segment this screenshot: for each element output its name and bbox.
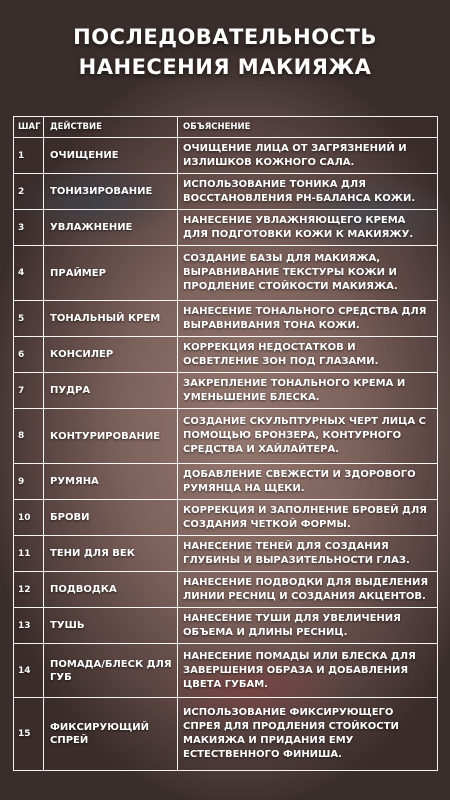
- step-cell: 8: [14, 409, 44, 463]
- table-row: [14, 500, 437, 536]
- explanation-cell: НАНЕСЕНИЕ ТЕНЕЙ ДЛЯ СОЗДАНИЯ ГЛУБИНЫ И ВЫРАЗИТЕЛЬНОСТИ ГЛАЗ.: [183, 540, 410, 566]
- table-row: [14, 301, 437, 337]
- page-title: [0, 22, 450, 82]
- step-cell: 6: [14, 337, 44, 372]
- action-cell: ТОНАЛЬНЫЙ КРЕМ: [44, 301, 178, 336]
- table-row: [14, 536, 437, 572]
- table-row: [14, 464, 437, 500]
- explanation-cell: НАНЕСЕНИЕ ПОМАДЫ ИЛИ БЛЕСКА ДЛЯ ЗАВЕРШЕНИЯ ОБРАЗА И ДОБАВЛЕНИЯ ЦВЕТА ГУБАМ.: [183, 650, 416, 690]
- step-cell: 4: [14, 246, 44, 300]
- explanation-cell: НАНЕСЕНИЕ ПОДВОДКИ ДЛЯ ВЫДЕЛЕНИЯ ЛИНИИ РЕСНИЦ И СОЗДАНИЯ АКЦЕНТОВ.: [183, 576, 429, 602]
- makeup-steps-table: [13, 116, 438, 771]
- title-line-1: ПОСЛЕДОВАТЕЛЬНОСТЬ: [73, 25, 377, 49]
- explanation-cell: СОЗДАНИЕ СКУЛЬПТУРНЫХ ЧЕРТ ЛИЦА С ПОМОЩЬЮ БРОНЗЕРА, КОНТУРНОГО СРЕДСТВА И ХАЙЛАЙТЕРА.: [183, 416, 426, 455]
- action-cell: ПУДРА: [44, 373, 178, 408]
- table-row: [14, 409, 437, 464]
- action-cell: БРОВИ: [44, 500, 178, 535]
- action-cell: ПОДВОДКА: [44, 572, 178, 607]
- table-row: [14, 246, 437, 301]
- action-cell: ПОМАДА/БЛЕСК ДЛЯ ГУБ: [44, 644, 178, 697]
- explanation-cell: ЗАКРЕПЛЕНИЕ ТОНАЛЬНОГО КРЕМА И УМЕНЬШЕНИЕ БЛЕСКА.: [183, 377, 406, 403]
- step-cell: 3: [14, 210, 44, 245]
- action-cell: ОЧИЩЕНИЕ: [44, 138, 178, 173]
- step-cell: 14: [14, 644, 44, 697]
- step-cell: 1: [14, 138, 44, 173]
- table-row: [14, 644, 437, 698]
- action-cell: КОНСИЛЕР: [44, 337, 178, 372]
- explanation-cell: НАНЕСЕНИЕ ТУШИ ДЛЯ УВЕЛИЧЕНИЯ ОБЪЕМА И ДЛИНЫ РЕСНИЦ.: [183, 612, 401, 638]
- explanation-cell: ОЧИЩЕНИЕ ЛИЦА ОТ ЗАГРЯЗНЕНИЙ И ИЗЛИШКОВ КОЖНОГО САЛА.: [183, 142, 407, 168]
- table-row: [14, 210, 437, 246]
- action-cell: ФИКСИРУЮЩИЙ СПРЕЙ: [44, 698, 178, 770]
- table-row: [14, 698, 437, 770]
- explanation-cell: НАНЕСЕНИЕ ТОНАЛЬНОГО СРЕДСТВА ДЛЯ ВЫРАВНИВАНИЯ ТОНА КОЖИ.: [183, 305, 427, 331]
- step-cell: 11: [14, 536, 44, 571]
- explanation-cell: КОРРЕКЦИЯ И ЗАПОЛНЕНИЕ БРОВЕЙ ДЛЯ СОЗДАНИЯ ЧЕТКОЙ ФОРМЫ.: [183, 504, 427, 530]
- action-cell: УВЛАЖНЕНИЕ: [44, 210, 178, 245]
- header-explanation: ОБЪЯСНЕНИЕ: [183, 122, 251, 132]
- title-line-2: НАНЕСЕНИЯ МАКИЯЖА: [78, 55, 372, 79]
- table-row: [14, 174, 437, 210]
- header-step: ШАГ: [14, 117, 44, 137]
- step-cell: 7: [14, 373, 44, 408]
- step-cell: 10: [14, 500, 44, 535]
- step-cell: 2: [14, 174, 44, 209]
- explanation-cell: ДОБАВЛЕНИЕ СВЕЖЕСТИ И ЗДОРОВОГО РУМЯНЦА НА ЩЕКИ.: [183, 468, 416, 494]
- action-cell: КОНТУРИРОВАНИЕ: [44, 409, 178, 463]
- header-action: ДЕЙСТВИЕ: [44, 117, 178, 137]
- action-cell: ТЕНИ ДЛЯ ВЕК: [44, 536, 178, 571]
- step-cell: 12: [14, 572, 44, 607]
- action-cell: ТУШЬ: [44, 608, 178, 643]
- table-row: [14, 608, 437, 644]
- table-header-row: [14, 117, 437, 138]
- step-cell: 9: [14, 464, 44, 499]
- action-cell: ПРАЙМЕР: [44, 246, 178, 300]
- table-row: [14, 373, 437, 409]
- step-cell: 13: [14, 608, 44, 643]
- step-cell: 5: [14, 301, 44, 336]
- table-row: [14, 572, 437, 608]
- explanation-cell: КОРРЕКЦИЯ НЕДОСТАТКОВ И ОСВЕТЛЕНИЕ ЗОН ПОД ГЛАЗАМИ.: [183, 341, 379, 367]
- table-row: [14, 138, 437, 174]
- action-cell: ТОНИЗИРОВАНИЕ: [44, 174, 178, 209]
- explanation-cell: СОЗДАНИЕ БАЗЫ ДЛЯ МАКИЯЖА, ВЫРАВНИВАНИЕ ТЕКСТУРЫ КОЖИ И ПРОДЛЕНИЕ СТОЙКОСТИ МАКИЯЖА.: [183, 253, 398, 292]
- table-row: [14, 337, 437, 373]
- explanation-cell: ИСПОЛЬЗОВАНИЕ ФИКСИРУЮЩЕГО СПРЕЯ ДЛЯ ПРОДЛЕНИЯ СТОЙКОСТИ МАКИЯЖА И ПРИДАНИЯ ЕМУ ЕСТЕСТВЕННОГО ФИНИША.: [183, 707, 399, 760]
- explanation-cell: НАНЕСЕНИЕ УВЛАЖНЯЮЩЕГО КРЕМА ДЛЯ ПОДГОТОВКИ КОЖИ К МАКИЯЖУ.: [183, 214, 414, 240]
- action-cell: РУМЯНА: [44, 464, 178, 499]
- step-cell: 15: [14, 698, 44, 770]
- explanation-cell: ИСПОЛЬЗОВАНИЕ ТОНИКА ДЛЯ ВОССТАНОВЛЕНИЯ PH-БАЛАНСА КОЖИ.: [183, 178, 416, 204]
